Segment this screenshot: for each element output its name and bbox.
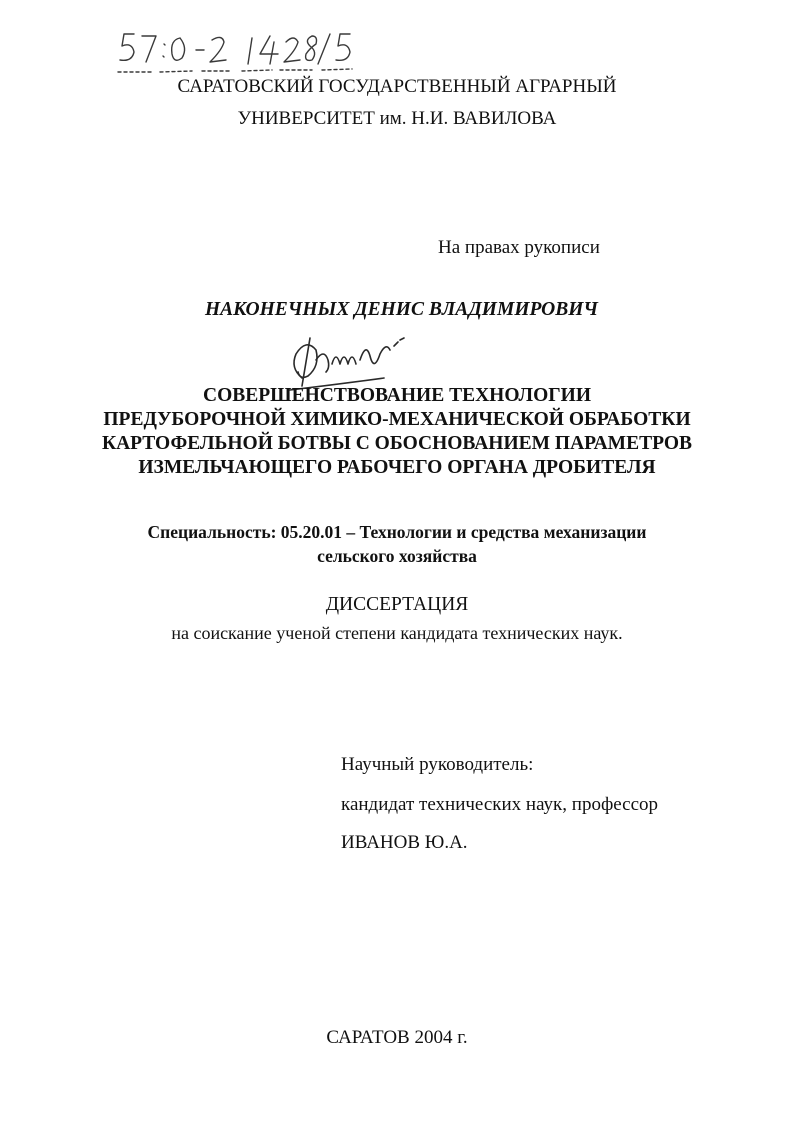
title-line-4: ИЗМЕЛЬЧАЮЩЕГО РАБОЧЕГО ОРГАНА ДРОБИТЕЛЯ (138, 457, 656, 478)
supervisor-label: Научный руководитель: (341, 754, 534, 775)
author-name: НАКОНЕЧНЫХ ДЕНИС ВЛАДИМИРОВИЧ (205, 299, 598, 320)
dissertation-subtitle: на соискание ученой степени кандидата технических наук. (171, 623, 623, 643)
specialty-block (0, 520, 794, 568)
handwritten-archive-stamp (112, 24, 402, 80)
manuscript-note: На правах рукописи (438, 237, 600, 258)
dissertation-title (0, 384, 794, 480)
title-line-1: СОВЕРШЕНСТВОВАНИЕ ТЕХНОЛОГИИ (202, 385, 591, 406)
footer-city-year: САРАТОВ 2004 г. (326, 1027, 468, 1048)
supervisor-name: ИВАНОВ Ю.А. (341, 832, 468, 853)
specialty-line-1: Специальность: 05.20.01 – Технологии и средства механизации (147, 522, 647, 542)
title-line-2: ПРЕДУБОРОЧНОЙ ХИМИКО-МЕХАНИЧЕСКОЙ ОБРАБОТКИ (103, 409, 691, 430)
supervisor-degree: кандидат технических наук, профессор (341, 794, 659, 815)
title-line-3: КАРТОФЕЛЬНОЙ БОТВЫ С ОБОСНОВАНИЕМ ПАРАМЕТРОВ (101, 433, 693, 454)
specialty-line-2: сельского хозяйства (317, 546, 477, 566)
dissertation-heading: ДИССЕРТАЦИЯ (325, 594, 469, 615)
university-line-2: УНИВЕРСИТЕТ им. Н.И. ВАВИЛОВА (237, 108, 557, 129)
university-line-1: САРАТОВСКИЙ ГОСУДАРСТВЕННЫЙ АГРАРНЫЙ (177, 76, 617, 97)
